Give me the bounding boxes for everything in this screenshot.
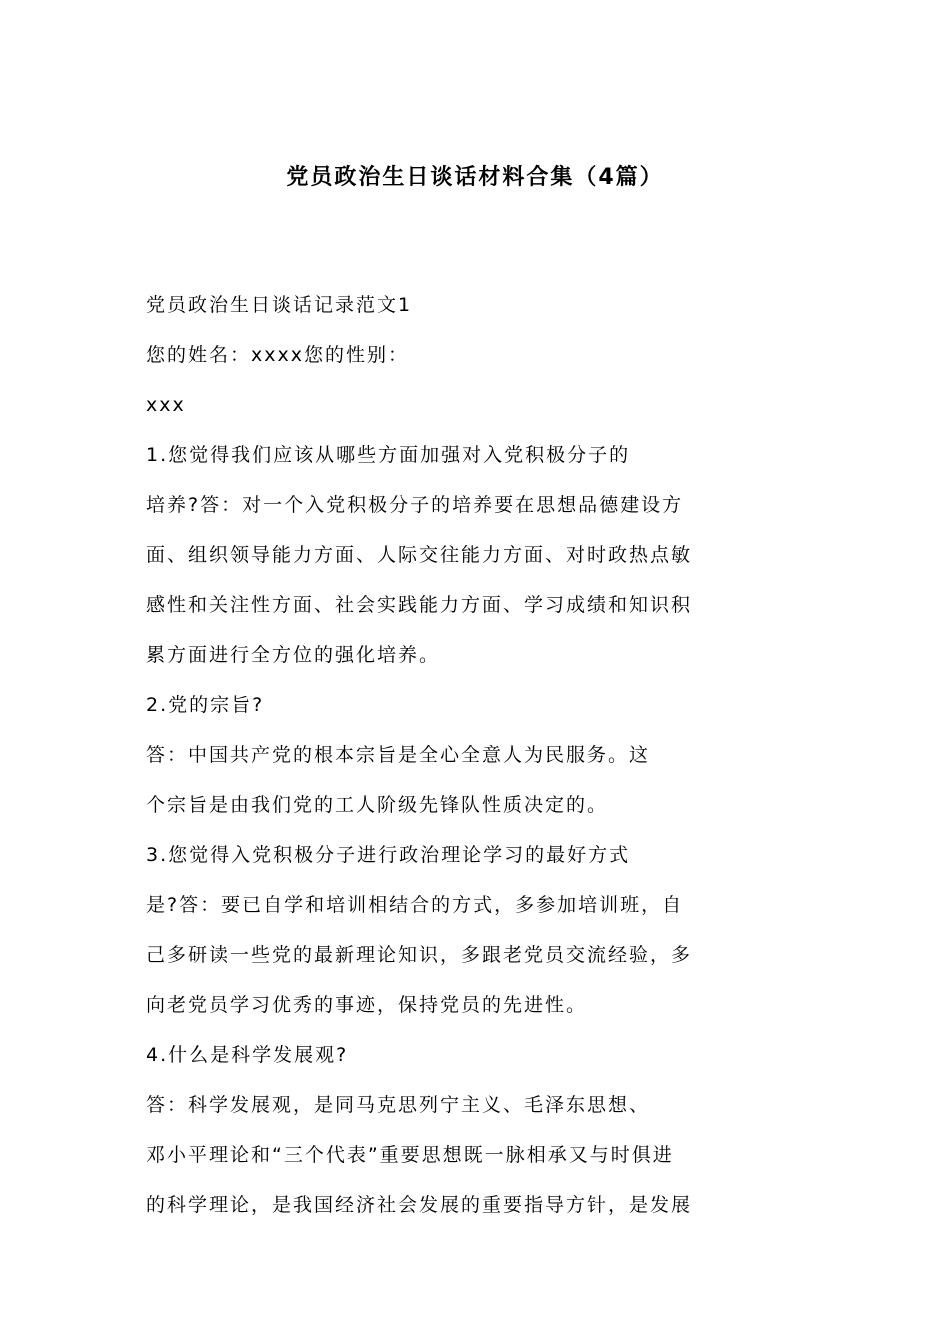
text-line: xxx	[146, 394, 186, 416]
text-line: 党员政治生日谈话记录范文1	[146, 294, 413, 316]
text-line: 向老党员学习优秀的事迹，保持党员的先进性。	[146, 994, 588, 1016]
text-line: 是?答：要已自学和培训相结合的方式，多参加培训班，自	[146, 894, 684, 916]
text-line: 邓小平理论和“三个代表”重要思想既一脉相承又与时俱进	[146, 1144, 674, 1166]
text-line: 累方面进行全方位的强化培养。	[146, 644, 441, 666]
text-line: 感性和关注性方面、社会实践能力方面、学习成绩和知识积	[146, 594, 693, 616]
text-line: 答：科学发展观，是同马克思列宁主义、毛泽东思想、	[146, 1094, 651, 1116]
text-line: 面、组织领导能力方面、人际交往能力方面、对时政热点敏	[146, 544, 693, 566]
document-title: 党员政治生日谈话材料合集（4篇）	[286, 165, 664, 190]
text-line: 培养?答：对一个入党积极分子的培养要在思想品德建设方	[146, 494, 684, 516]
document-body	[146, 280, 746, 1230]
text-line: 2.党的宗旨?	[146, 694, 265, 716]
text-line: 己多研读一些党的最新理论知识，多跟老党员交流经验，多	[146, 944, 693, 966]
text-line: 您的姓名：xxxx您的性别：	[146, 344, 409, 366]
text-line: 的科学理论，是我国经济社会发展的重要指导方针，是发展	[146, 1194, 693, 1216]
text-line: 答：中国共产党的根本宗旨是全心全意人为民服务。这	[146, 744, 651, 766]
text-line: 4.什么是科学发展观?	[146, 1044, 349, 1066]
text-line: 3.您觉得入党积极分子进行政治理论学习的最好方式	[146, 844, 631, 866]
text-line: 个宗旨是由我们党的工人阶级先锋队性质决定的。	[146, 794, 609, 816]
text-line: 1.您觉得我们应该从哪些方面加强对入党积极分子的	[146, 444, 631, 466]
